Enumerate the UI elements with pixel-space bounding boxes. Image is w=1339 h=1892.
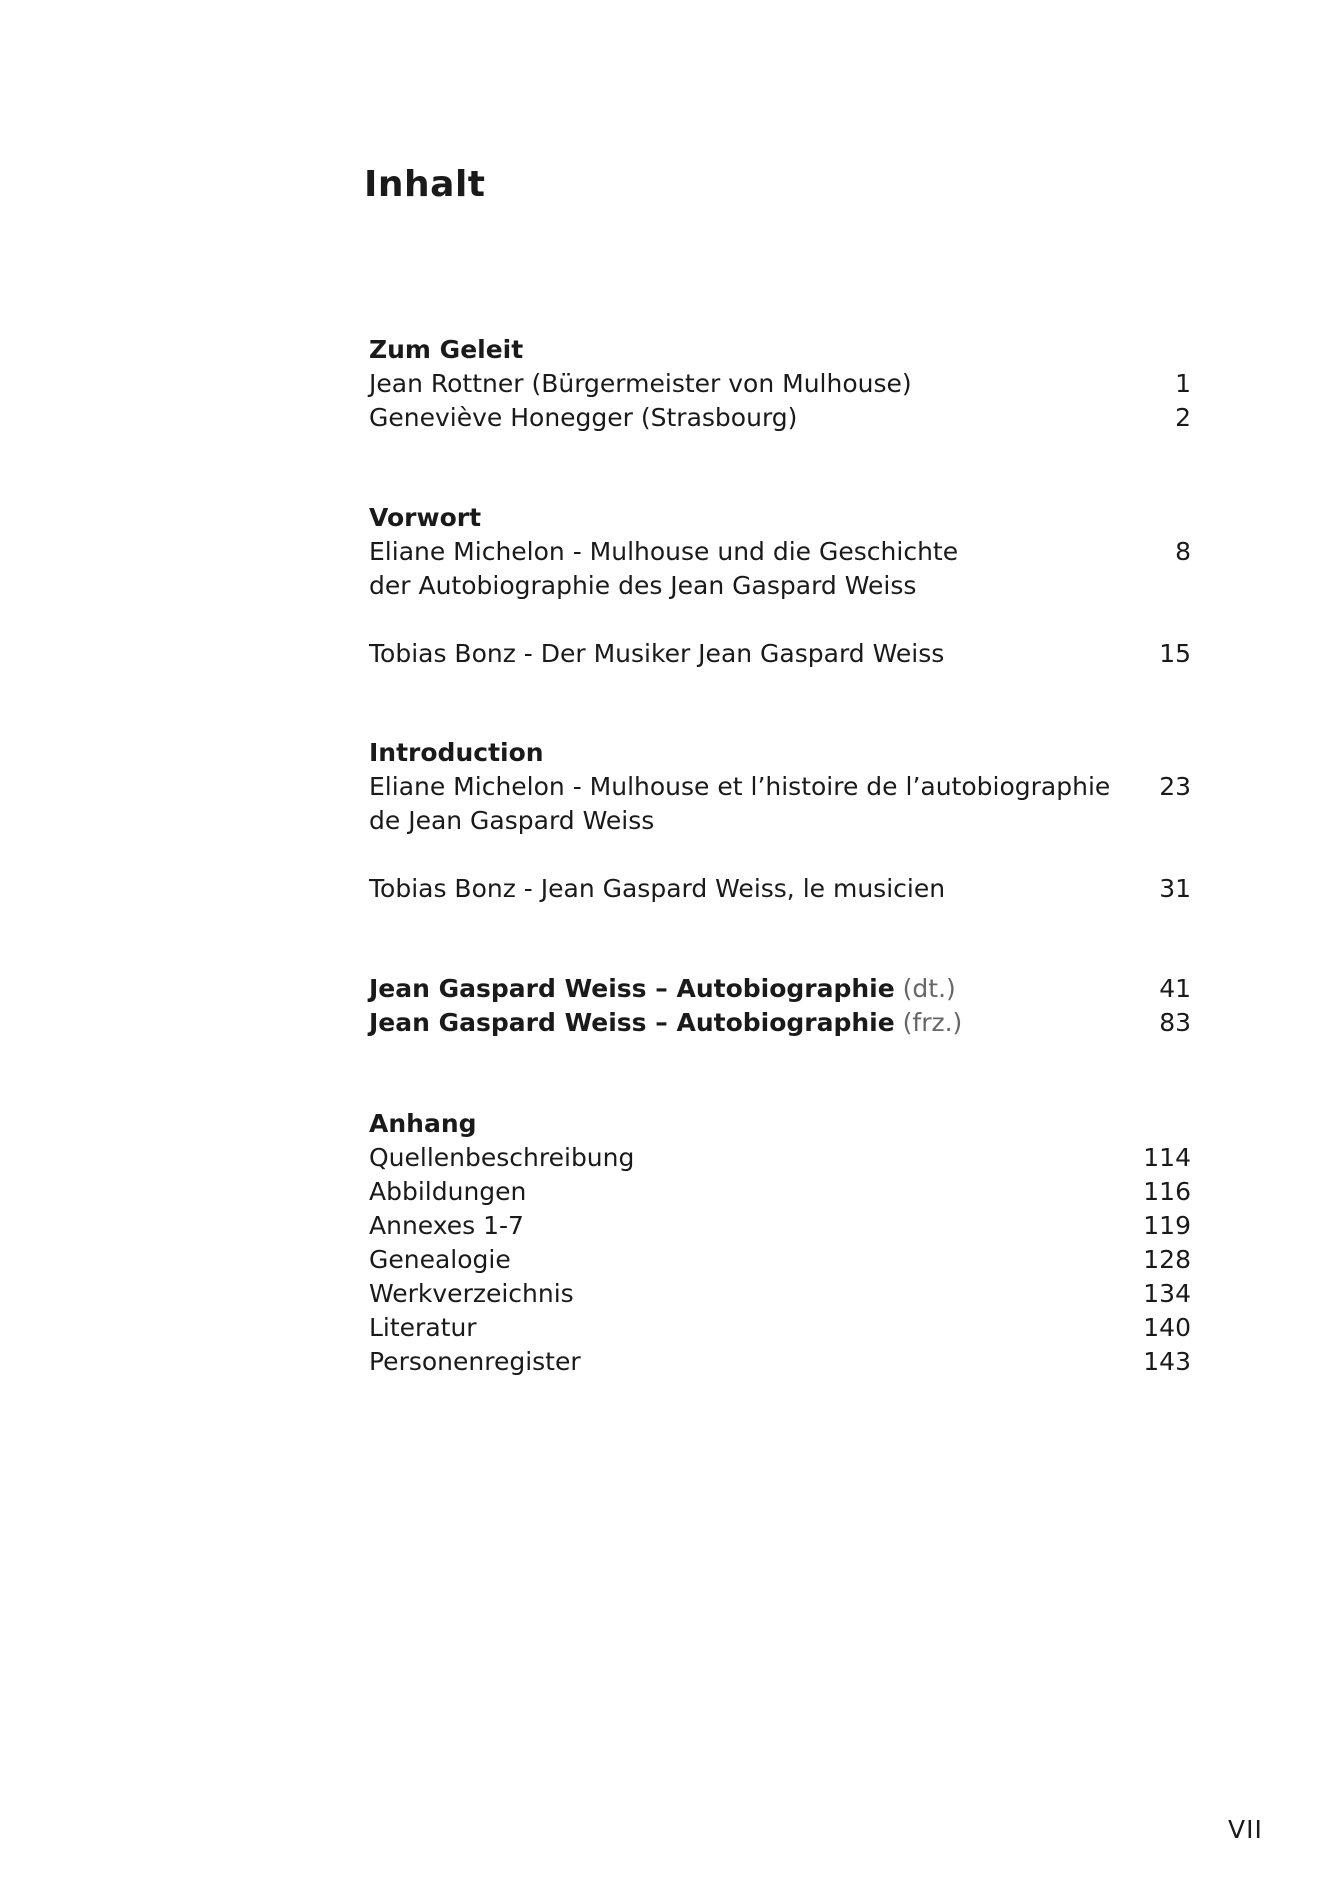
entry-page: 134 [1143, 1279, 1191, 1308]
entry-title-line: Eliane Michelon - Mulhouse und die Geschichte [369, 537, 959, 566]
entry-page: 128 [1143, 1245, 1191, 1274]
entry-title: Genealogie [369, 1245, 511, 1274]
toc-entry[interactable] [369, 1345, 1191, 1379]
toc-entry[interactable] [369, 1311, 1191, 1345]
entry-page: 119 [1143, 1211, 1191, 1240]
toc-entry[interactable] [369, 1243, 1191, 1277]
entry-page: 116 [1143, 1177, 1191, 1206]
entry-page: 2 [1175, 403, 1191, 432]
toc-entry[interactable] [369, 972, 1191, 1006]
entry-title: Tobias Bonz - Jean Gaspard Weiss, le musicien [369, 874, 946, 903]
entry-title: Jean Rottner (Bürgermeister von Mulhouse) [369, 369, 912, 398]
entry-page: 114 [1143, 1143, 1191, 1172]
entry-title: Personenregister [369, 1347, 581, 1376]
toc-entry[interactable] [369, 1141, 1191, 1175]
entry-title [369, 972, 1111, 1006]
toc-entry[interactable] [369, 1277, 1191, 1311]
entry-title-note: (frz.) [902, 1008, 963, 1037]
entry-title-line: Eliane Michelon - Mulhouse et l’histoire de l’autobiographie [369, 772, 1111, 801]
entry-title: Literatur [369, 1313, 477, 1342]
entry-title-main: Jean Gaspard Weiss – Autobiographie [369, 974, 895, 1003]
toc-section-vorwort [369, 501, 1191, 671]
entry-page: 41 [1159, 974, 1191, 1003]
entry-title: Geneviève Honegger (Strasbourg) [369, 403, 798, 432]
section-heading: Anhang [369, 1109, 477, 1138]
toc-section-introduction [369, 736, 1191, 906]
entry-title [369, 770, 1111, 838]
entry-title-line: de Jean Gaspard Weiss [369, 806, 655, 835]
section-heading: Vorwort [369, 503, 482, 532]
entry-title-line: der Autobiographie des Jean Gaspard Weiss [369, 571, 917, 600]
entry-page: 31 [1159, 874, 1191, 903]
section-heading: Introduction [369, 738, 544, 767]
entry-page: 23 [1159, 772, 1191, 801]
entry-page: 15 [1159, 639, 1191, 668]
entry-page: 140 [1143, 1313, 1191, 1342]
entry-title [369, 535, 1111, 603]
toc-section-geleit [369, 333, 1191, 435]
entry-title-main: Jean Gaspard Weiss – Autobiographie [369, 1008, 895, 1037]
toc-entry[interactable] [369, 770, 1191, 838]
toc-entry[interactable] [369, 637, 1191, 671]
entry-title: Werkverzeichnis [369, 1279, 574, 1308]
toc-entry[interactable] [369, 1209, 1191, 1243]
entry-title [369, 1006, 1111, 1040]
toc-entry[interactable] [369, 367, 1191, 401]
toc-entry[interactable] [369, 872, 1191, 906]
toc-section-anhang [369, 1107, 1191, 1379]
entry-title: Abbildungen [369, 1177, 527, 1206]
entry-page: 1 [1175, 369, 1191, 398]
toc-entry[interactable] [369, 1006, 1191, 1040]
entry-title: Quellenbeschreibung [369, 1143, 635, 1172]
toc-entry[interactable] [369, 1175, 1191, 1209]
page-folio: VII [1228, 1815, 1263, 1844]
entry-title: Annexes 1-7 [369, 1211, 524, 1240]
toc-entry[interactable] [369, 535, 1191, 603]
entry-title-note: (dt.) [902, 974, 956, 1003]
toc-section-autobiographie [369, 972, 1191, 1040]
toc-entry[interactable] [369, 401, 1191, 435]
entry-page: 83 [1159, 1008, 1191, 1037]
section-heading: Zum Geleit [369, 335, 524, 364]
entry-page: 8 [1175, 537, 1191, 566]
entry-title: Tobias Bonz - Der Musiker Jean Gaspard Weiss [369, 639, 945, 668]
page-title: Inhalt [364, 164, 486, 205]
entry-page: 143 [1143, 1347, 1191, 1376]
